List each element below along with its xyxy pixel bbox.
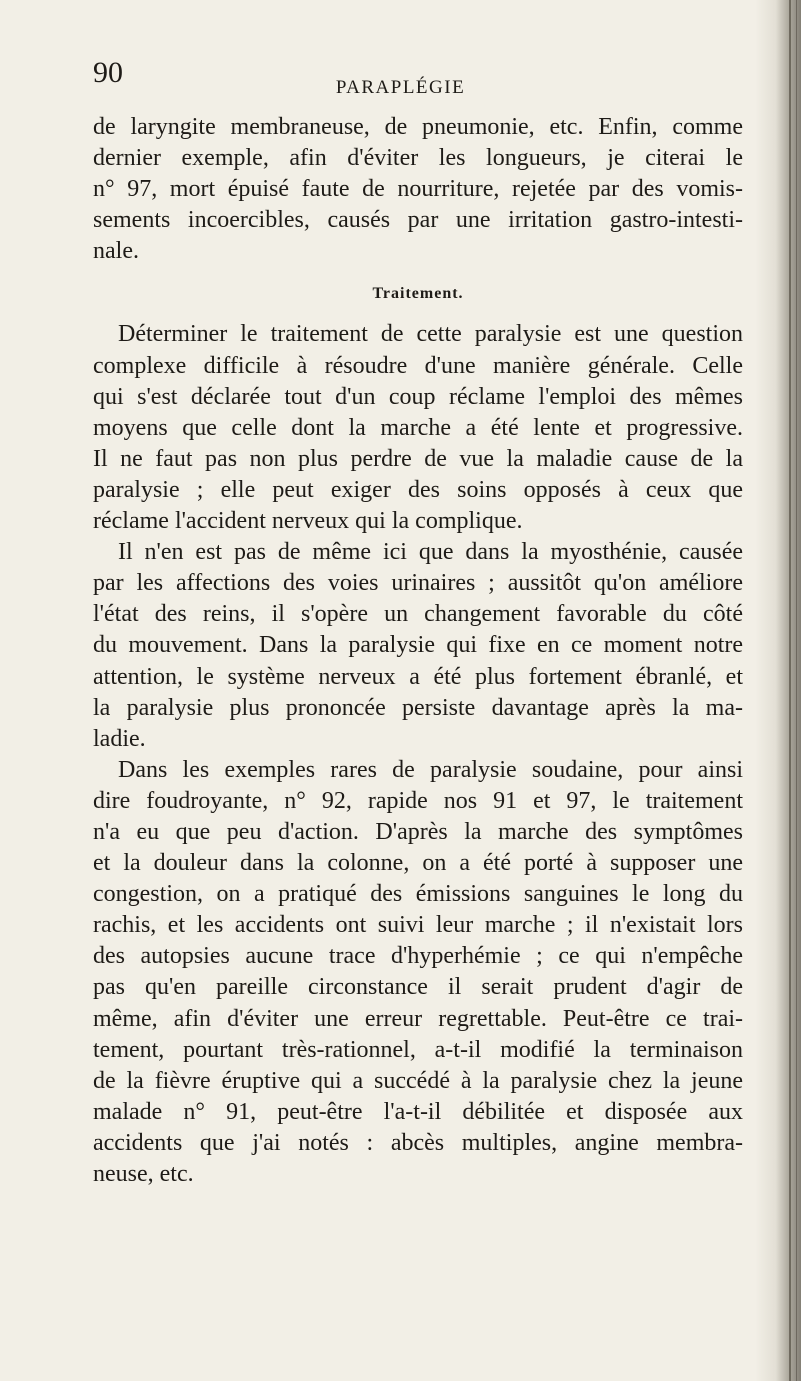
running-head: PARAPLÉGIE bbox=[335, 77, 466, 98]
text-line: pas qu'en pareille circonstance il serait prudent d'agir de bbox=[93, 974, 743, 1001]
text-line: tement, pourtant très-rationnel, a-t-il modifié la terminaison bbox=[93, 1036, 743, 1063]
section-heading: Traitement. bbox=[372, 285, 464, 303]
text-line: Déterminer le traitement de cette paralysie est une question bbox=[118, 321, 743, 348]
text-line: Dans les exemples rares de paralysie soudaine, pour ainsi bbox=[118, 756, 743, 783]
text-line: Il n'en est pas de même ici que dans la myosthénie, causée bbox=[118, 539, 743, 566]
text-line: par les affections des voies urinaires ; aussitôt qu'on améliore bbox=[93, 570, 743, 597]
text-line: l'état des reins, il s'opère un changement favorable du côté bbox=[93, 601, 743, 628]
body-text bbox=[93, 112, 743, 1190]
text-line: moyens que celle dont la marche a été lente et progressive. bbox=[93, 414, 743, 441]
text-line: et la douleur dans la colonne, on a été porté à supposer une bbox=[93, 850, 743, 877]
paragraph-1 bbox=[93, 319, 743, 537]
text-line: dire foudroyante, n° 92, rapide nos 91 et 97, le traitement bbox=[93, 787, 743, 814]
text-line: même, afin d'éviter une erreur regrettable. Peut-être ce trai- bbox=[93, 1005, 743, 1032]
text-line: de laryngite membraneuse, de pneumonie, etc. Enfin, comme bbox=[93, 114, 743, 140]
text-line: n° 97, mort épuisé faute de nourriture, rejetée par des vomis- bbox=[93, 176, 743, 203]
text-line: attention, le système nerveux a été plus fortement ébranlé, et bbox=[93, 663, 743, 690]
text-line: ladie. bbox=[93, 725, 146, 752]
text-line: sements incoercibles, causés par une irritation gastro-intesti- bbox=[93, 207, 743, 234]
text-line: réclame l'accident nerveux qui la complique. bbox=[93, 508, 523, 535]
text-line: complexe difficile à résoudre d'une manière générale. Celle bbox=[93, 352, 743, 379]
paragraph-2 bbox=[93, 537, 743, 755]
text-line: Il ne faut pas non plus perdre de vue la maladie cause de la bbox=[93, 445, 743, 472]
text-line: congestion, on a pratiqué des émissions sanguines le long du bbox=[93, 881, 743, 908]
text-line: de la fièvre éruptive qui a succédé à la paralysie chez la jeune bbox=[93, 1067, 743, 1094]
text-line: des autopsies aucune trace d'hyperhémie ; ce qui n'empêche bbox=[93, 943, 743, 970]
page-edge-shadow bbox=[755, 0, 801, 1381]
text-line: paralysie ; elle peut exiger des soins opposés à ceux que bbox=[93, 476, 743, 503]
text-line: nale. bbox=[93, 238, 139, 265]
text-line: malade n° 91, peut-être l'a-t-il débilitée et disposée aux bbox=[93, 1098, 743, 1125]
text-line: dernier exemple, afin d'éviter les longueurs, je citerai le bbox=[93, 145, 743, 172]
text-line: accidents que j'ai notés : abcès multiples, angine membra- bbox=[93, 1129, 743, 1156]
text-line: du mouvement. Dans la paralysie qui fixe en ce moment notre bbox=[93, 632, 743, 659]
page-edge-line bbox=[789, 0, 791, 1381]
intro-paragraph bbox=[93, 112, 743, 267]
page-number: 90 bbox=[93, 56, 123, 89]
page-edge-line bbox=[796, 0, 797, 1381]
text-line: qui s'est déclarée tout d'un coup réclame l'emploi des mêmes bbox=[93, 383, 743, 410]
text-line: rachis, et les accidents ont suivi leur marche ; il n'existait lors bbox=[93, 912, 743, 939]
paragraph-3 bbox=[93, 755, 743, 1190]
text-line: n'a eu que peu d'action. D'après la marche des symptômes bbox=[93, 818, 743, 845]
text-line: la paralysie plus prononcée persiste davantage après la ma- bbox=[93, 694, 743, 721]
spacer bbox=[93, 311, 743, 319]
text-line: neuse, etc. bbox=[93, 1161, 194, 1187]
